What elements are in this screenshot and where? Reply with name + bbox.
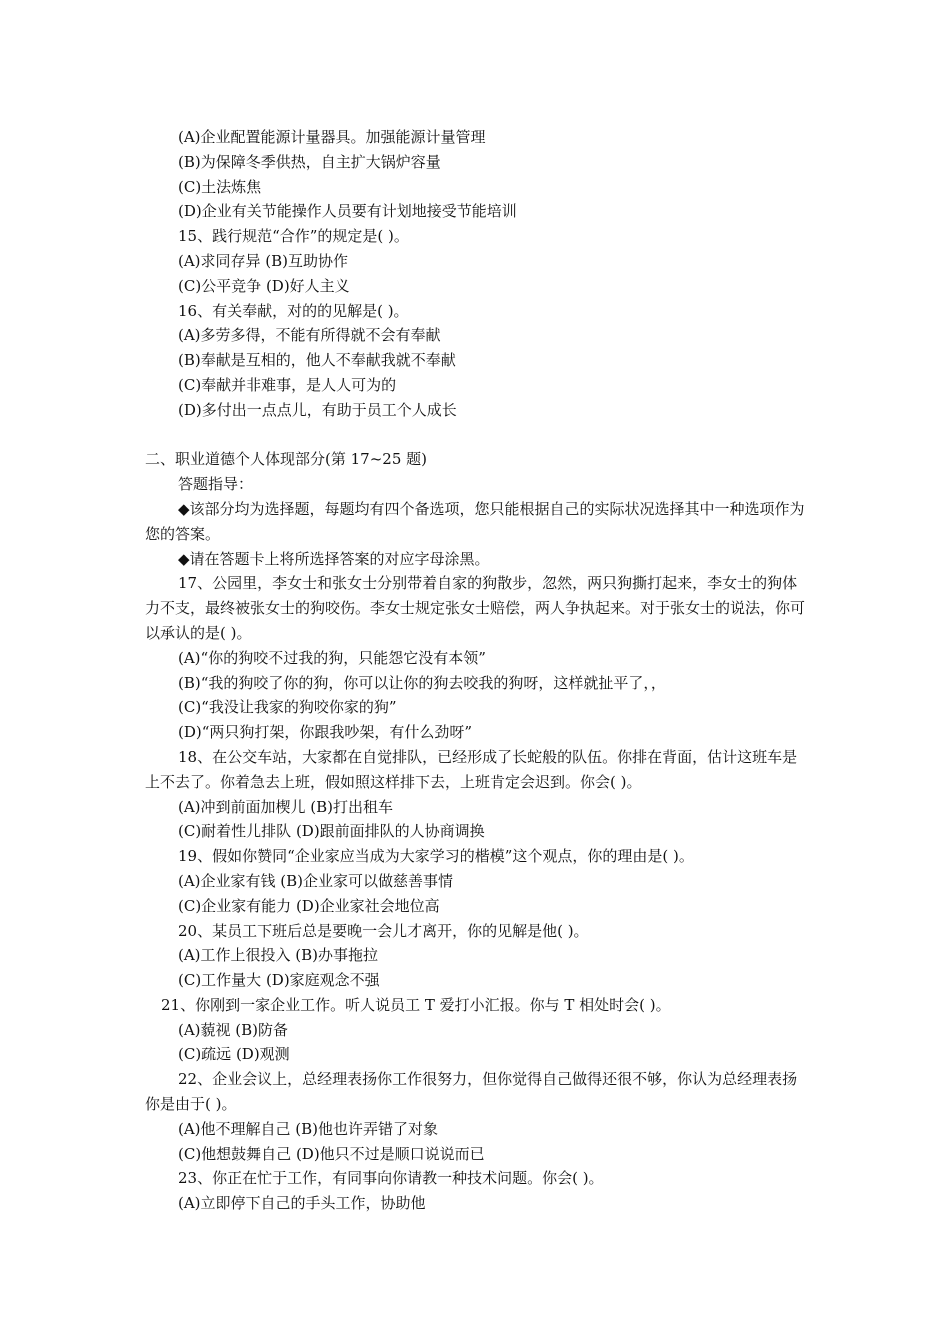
question-17-options [145, 646, 805, 745]
answer-option: (B)奉献是互相的，他人不奉献我就不奉献 [178, 351, 456, 370]
answer-option: (A)立即停下自己的手头工作，协助他 [178, 1194, 426, 1213]
question-block-22-23 [145, 1117, 805, 1216]
answer-option: (C)“我没让我家的狗咬你家的狗” [178, 698, 397, 717]
document-body [145, 125, 805, 1216]
question-stem: 21、你刚到一家企业工作。听人说员工 T 爱打小汇报。你与 T 相处时会( )。 [161, 995, 671, 1014]
question-stem: 23、你正在忙于工作，有同事向你请教一种技术问题。你会( )。 [178, 1169, 604, 1188]
answer-option: (C)奉献并非难事，是人人可为的 [178, 375, 397, 394]
answer-option: (C)他想鼓舞自己 (D)他只不过是顺口说说而已 [178, 1144, 485, 1163]
question-22: 22、企业会议上，总经理表扬你工作很努力，但你觉得自己做得还很不够，你认为总经理表扬你是由于( )。 [145, 1070, 798, 1114]
answer-option: (D)“两只狗打架，你跟我吵架，有什么劲呀” [178, 723, 473, 742]
question-stem: 20、某员工下班后总是要晚一会儿才离开，你的见解是他( )。 [178, 921, 589, 940]
answer-option: (A)企业家有钱 (B)企业家可以做慈善事情 [178, 871, 454, 890]
answer-option: (C)疏远 (D)观测 [178, 1045, 290, 1064]
question-stem: 16、有关奉献，对的的见解是( )。 [178, 301, 409, 320]
answer-option: (C)工作量大 (D)家庭观念不强 [178, 971, 380, 990]
guide-item: ◆该部分均为选择题，每题均有四个备选项，您只能根据自己的实际状况选择其中一种选项作为您的答案。 [145, 499, 805, 543]
question-17: 17、公园里，李女士和张女士分别带着自家的狗散步，忽然，两只狗撕打起来，李女士的狗体力不支，最终被张女士的狗咬伤。李女士规定张女士赔偿，两人争执起来。对于张女士的说法，你可以承认的是( )。 [145, 574, 806, 642]
answer-option: (C)土法炼焦 [178, 177, 262, 196]
answer-option: (A)“你的狗咬不过我的狗，只能怨它没有本领” [178, 648, 486, 667]
section-heading: 二、职业道德个人体现部分(第 17~25 题) [145, 450, 427, 469]
question-18: 18、在公交车站，大家都在自觉排队，已经形成了长蛇般的队伍。你排在背面，估计这班车是上不去了。你着急去上班，假如照这样排下去，上班肯定会迟到。你会( )。 [145, 747, 798, 791]
answer-option: (A)企业配置能源计量器具。加强能源计量管理 [178, 128, 486, 146]
answer-option: (B)“我的狗咬了你的狗，你可以让你的狗去咬我的狗呀，这样就扯平了，， [178, 673, 666, 692]
answer-option: (A)求同存异 (B)互助协作 [178, 251, 349, 270]
question-block-14-16 [145, 125, 805, 423]
blank-line [145, 423, 805, 448]
answer-option: (D)企业有关节能操作人员要有计划地接受节能培训 [178, 202, 517, 221]
guide-item: ◆请在答题卡上将所选择答案的对应字母涂黑。 [178, 549, 490, 568]
answer-option: (A)冲到前面加楔儿 (B)打出租车 [178, 797, 394, 816]
answer-option: (A)他不理解自己 (B)他也许弄错了对象 [178, 1119, 439, 1138]
answer-option: (C)企业家有能力 (D)企业家社会地位高 [178, 896, 440, 915]
answer-option: (C)耐着性儿排队 (D)跟前面排队的人协商调换 [178, 822, 485, 841]
answer-option: (B)为保障冬季供热，自主扩大锅炉容量 [178, 152, 441, 171]
answer-option: (A)多劳多得，不能有所得就不会有奉献 [178, 326, 441, 345]
guide-label: 答题指导： [178, 475, 254, 494]
answer-option: (D)多付出一点点儿，有助于员工个人成长 [178, 400, 457, 419]
question-stem: 15、践行规范“合作”的规定是( )。 [178, 227, 409, 246]
answer-option: (A)藐视 (B)防备 [178, 1020, 289, 1039]
answer-option: (C)公平竞争 (D)好人主义 [178, 276, 350, 295]
question-block-18-21 [145, 795, 805, 1068]
question-stem: 19、假如你赞同“企业家应当成为大家学习的楷模”这个观点，你的理由是( )。 [178, 847, 694, 866]
answer-option: (A)工作上很投入 (B)办事拖拉 [178, 946, 379, 965]
